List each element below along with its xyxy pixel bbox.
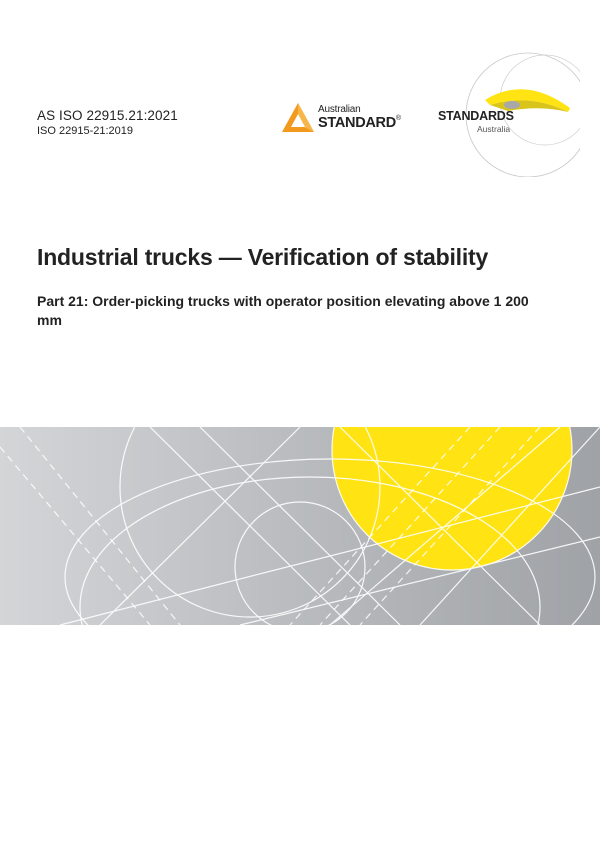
australian-standard-line1: Australian <box>318 104 361 115</box>
standards-australia-logo <box>430 45 580 177</box>
registered-mark: ® <box>395 115 401 122</box>
orange-triangle-icon <box>281 102 315 136</box>
standard-codes <box>37 108 178 137</box>
standard-code-primary: AS ISO 22915.21:2021 <box>37 108 178 123</box>
decorative-geometric-band <box>0 427 600 625</box>
document-subtitle: Part 21: Order-picking trucks with operator position elevating above 1 200 mm <box>37 293 529 328</box>
standards-australia-line2: Australia <box>477 124 511 134</box>
australian-standard-line2: STANDARD® <box>318 115 401 131</box>
document-title: Industrial trucks — Verification of stability <box>37 244 489 270</box>
standards-australia-line1: STANDARDS <box>438 109 514 123</box>
standard-code-secondary: ISO 22915-21:2019 <box>37 125 134 137</box>
australian-standard-logo <box>281 101 401 137</box>
